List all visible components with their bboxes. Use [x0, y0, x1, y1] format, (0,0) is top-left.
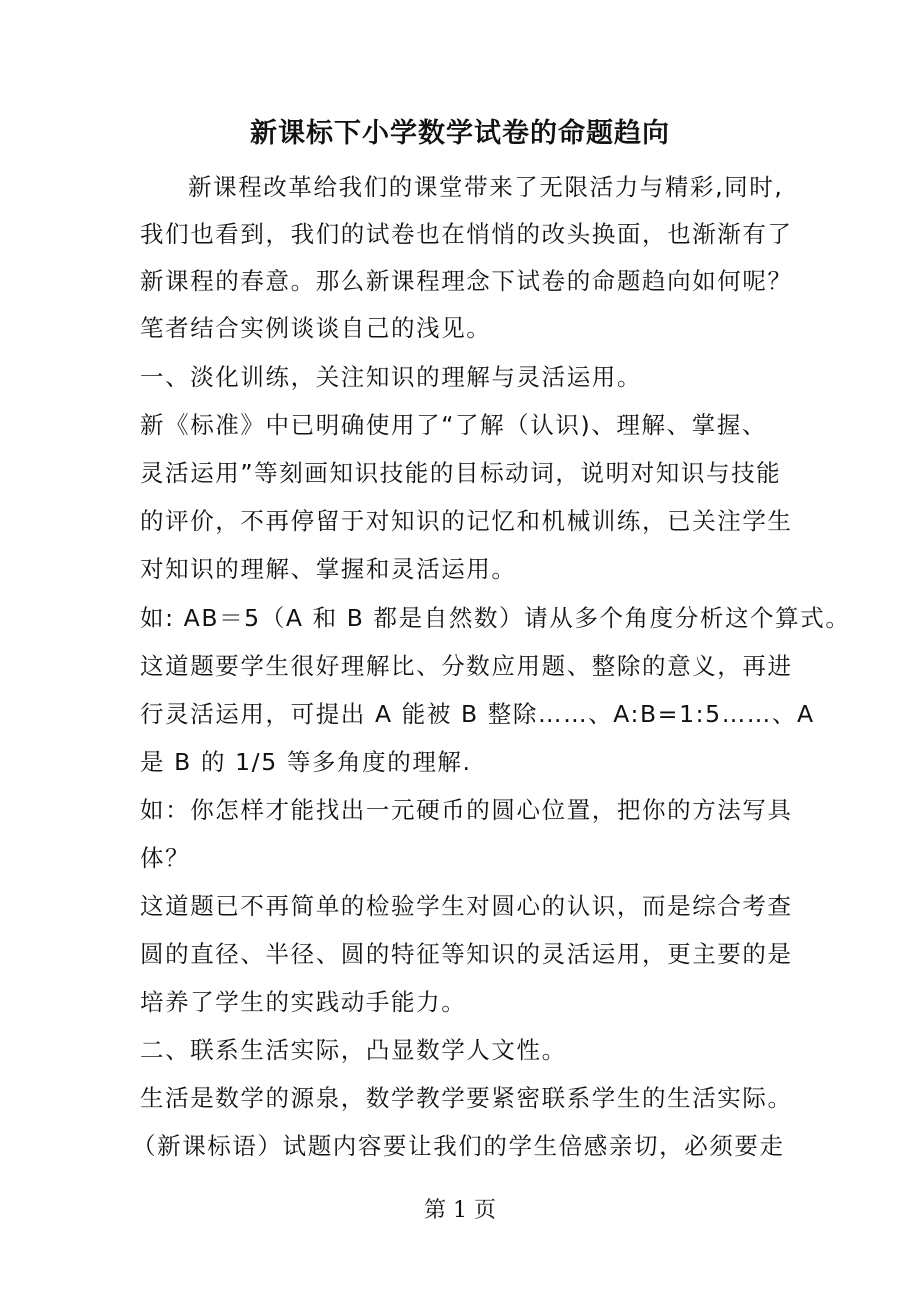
page-number: 第 1 页	[424, 1198, 496, 1223]
example-line: 如：你怎样才能找出一元硬币的圆心位置，把你的方法写具	[140, 796, 793, 824]
paragraph-line: 体？	[140, 844, 191, 872]
paragraph-line: 行灵活运用，可提出 A 能被 B 整除……、A:B=1:5……、A	[140, 700, 815, 728]
paragraph-line: 我们也看到，我们的试卷也在悄悄的改头换面，也渐渐有了	[140, 220, 793, 248]
paragraph-line: 培养了学生的实践动手能力。	[140, 988, 467, 1016]
paragraph-line: 新课程改革给我们的课堂带来了无限活力与精彩,同时,	[188, 173, 784, 201]
example-line: 如: AB＝5（A 和 B 都是自然数）请从多个角度分析这个算式。	[140, 604, 851, 632]
paragraph-line: 这道题要学生很好理解比、分数应用题、整除的意义，再进	[140, 652, 793, 680]
paragraph-line: 生活是数学的源泉，数学教学要紧密联系学生的生活实际。	[140, 1084, 793, 1112]
paragraph-line: 对知识的理解、掌握和灵活运用。	[140, 555, 517, 583]
paragraph-line: 这道题已不再简单的检验学生对圆心的认识，而是综合考查	[140, 892, 793, 920]
paragraph-line: 的评价，不再停留于对知识的记忆和机械训练，已关注学生	[140, 507, 793, 535]
paragraph-line: 笔者结合实例谈谈自己的浅见。	[140, 314, 492, 342]
paragraph-line: 新《标准》中已明确使用了“了解（认识)、理解、掌握、	[140, 411, 767, 439]
paragraph-line: 圆的直径、半径、圆的特征等知识的灵活运用，更主要的是	[140, 940, 793, 968]
section-heading: 一、淡化训练，关注知识的理解与灵活运用。	[140, 363, 642, 391]
document-title: 新课标下小学数学试卷的命题趋向	[250, 118, 670, 149]
paragraph-line: 是 B 的 1/5 等多角度的理解.	[140, 748, 472, 776]
paragraph-line: 新课程的春意。那么新课程理念下试卷的命题趋向如何呢？	[140, 267, 793, 295]
paragraph-line: 灵活运用”等刻画知识技能的目标动词，说明对知识与技能	[140, 459, 782, 487]
section-heading: 二、联系生活实际，凸显数学人文性。	[140, 1036, 567, 1064]
paragraph-line: （新课标语）试题内容要让我们的学生倍感亲切，必须要走	[132, 1132, 785, 1160]
